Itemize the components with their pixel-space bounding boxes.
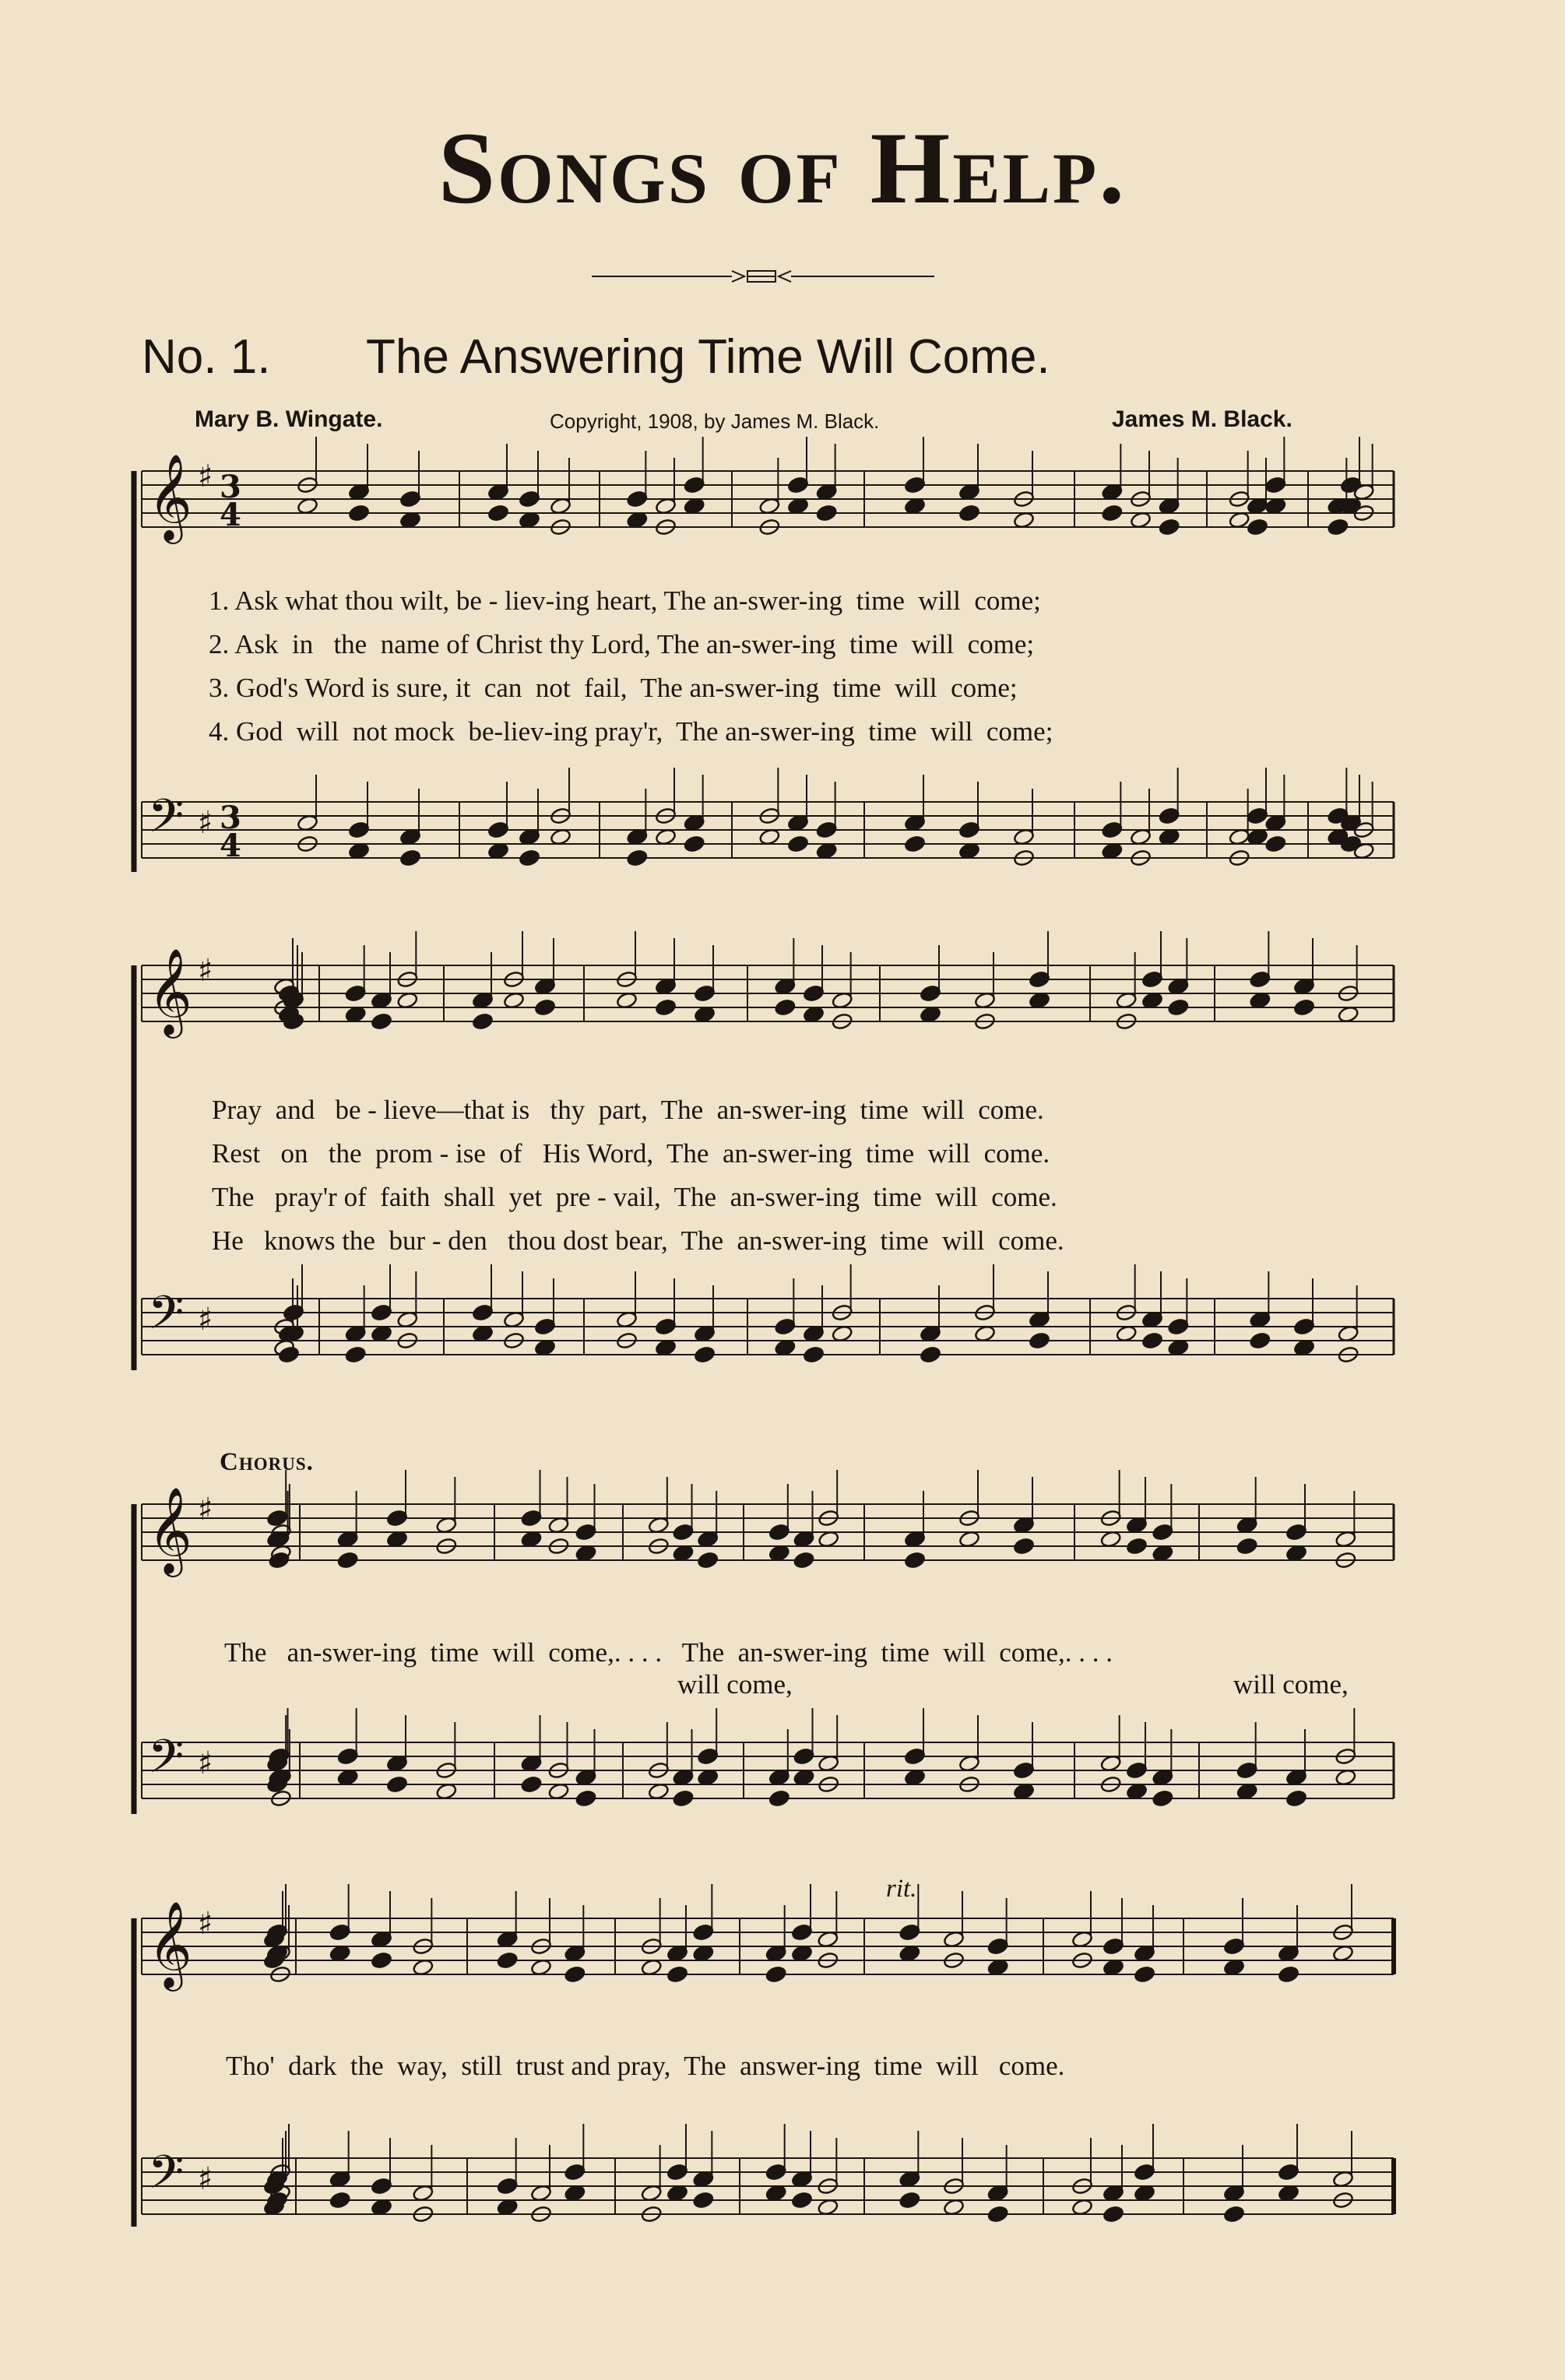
note-head — [958, 821, 980, 838]
ritardando-mark: rit. — [886, 1875, 917, 1903]
note-head — [1340, 476, 1362, 494]
note-head — [697, 1551, 719, 1569]
note-head — [899, 2191, 920, 2209]
sharp-sign-icon: ♯ — [198, 1745, 213, 1781]
note-head — [1247, 518, 1268, 536]
note-head — [386, 1775, 408, 1793]
note-head — [1278, 2163, 1299, 2181]
note-head — [787, 835, 809, 853]
note-head — [803, 984, 825, 1002]
note-head — [793, 1551, 814, 1569]
note-head — [1249, 1331, 1271, 1349]
chorus-echo-1: will come, — [677, 1669, 793, 1700]
note-head — [672, 1789, 694, 1807]
treble-clef-icon: 𝄞 — [148, 1486, 192, 1573]
note-head — [694, 984, 716, 1002]
note-head — [987, 2205, 1009, 2223]
note-head — [920, 1345, 941, 1363]
note-head — [904, 835, 926, 853]
note-head — [1141, 1331, 1163, 1349]
note-head — [672, 1523, 694, 1541]
note-head — [337, 1551, 359, 1569]
note-head — [920, 984, 941, 1002]
note-head — [768, 1523, 790, 1541]
note-head — [774, 998, 796, 1016]
note-head — [519, 490, 540, 508]
note-head — [345, 1345, 367, 1363]
note-head — [371, 2177, 392, 2195]
note-head — [904, 1747, 926, 1765]
treble-clef-icon: 𝄞 — [148, 453, 192, 540]
verse-2-line-1: 2. Ask in the name of Christ thy Lord, The an-swer-ing time will come; — [209, 629, 1035, 659]
note-head — [564, 1965, 586, 1983]
note-head — [1101, 821, 1123, 838]
bass-clef-icon: 𝄢 — [148, 2145, 185, 2210]
bass-clef-icon: 𝄢 — [148, 1729, 185, 1795]
note-head — [904, 1551, 926, 1569]
note-head — [803, 1345, 825, 1363]
sharp-sign-icon: ♯ — [198, 459, 213, 494]
note-head — [329, 1923, 351, 1941]
note-head — [348, 504, 370, 522]
note-head — [697, 1747, 719, 1765]
note-head — [472, 1303, 494, 1321]
verse-3-line-2: The pray'r of faith shall yet pre - vail, The an-swer-ing time will come. — [212, 1182, 1057, 1212]
note-head — [1264, 835, 1286, 853]
note-head — [1152, 1523, 1173, 1541]
note-head — [791, 1923, 813, 1941]
note-head — [1167, 998, 1189, 1016]
note-head — [1013, 1761, 1035, 1779]
bass-clef-icon: 𝄢 — [148, 1285, 185, 1351]
note-head — [666, 1965, 688, 1983]
note-head — [1264, 476, 1286, 494]
bass-clef-icon: 𝄢 — [148, 789, 185, 854]
note-head — [487, 504, 509, 522]
verse-3-line-1: 3. God's Word is sure, it can not fail, The an-swer-ing time will come; — [209, 673, 1018, 703]
note-head — [575, 1523, 596, 1541]
note-head — [348, 821, 370, 838]
note-head — [337, 1747, 359, 1765]
note-head — [816, 504, 838, 522]
note-head — [1126, 1761, 1148, 1779]
note-head — [816, 821, 838, 838]
note-head — [497, 1951, 519, 1969]
note-head — [399, 849, 421, 867]
note-head — [684, 476, 705, 494]
note-head — [371, 1012, 392, 1030]
treble-clef-icon: 𝄞 — [148, 1900, 192, 1988]
note-head — [1134, 1965, 1155, 1983]
sharp-sign-icon: ♯ — [198, 1906, 213, 1942]
sharp-sign-icon: ♯ — [198, 953, 213, 989]
note-head — [694, 1345, 716, 1363]
sharp-sign-icon: ♯ — [198, 1492, 213, 1527]
note-head — [472, 1012, 494, 1030]
note-head — [371, 1303, 392, 1321]
note-head — [564, 2163, 586, 2181]
note-head — [520, 1775, 542, 1793]
note-head — [765, 2163, 787, 2181]
note-head — [1223, 1937, 1245, 1955]
note-head — [345, 984, 367, 1002]
note-head — [1293, 1317, 1315, 1335]
composer-credit: James M. Black. — [1112, 406, 1292, 432]
copyright-notice: Copyright, 1908, by James M. Black. — [550, 410, 880, 433]
note-head — [1167, 1317, 1189, 1335]
note-head — [1101, 504, 1123, 522]
note-head — [626, 849, 648, 867]
note-head — [774, 1317, 796, 1335]
note-head — [1029, 1331, 1050, 1349]
note-head — [1159, 807, 1180, 824]
note-head — [1029, 970, 1050, 988]
note-head — [1103, 2205, 1124, 2223]
note-head — [1247, 807, 1268, 824]
note-head — [692, 1923, 714, 1941]
note-head — [283, 1303, 304, 1321]
note-head — [278, 1345, 300, 1363]
note-head — [266, 1509, 288, 1527]
note-head — [787, 476, 809, 494]
note-head — [1236, 1537, 1258, 1555]
note-head — [1159, 518, 1180, 536]
note-head — [1327, 518, 1349, 536]
note-head — [534, 998, 556, 1016]
lyricist-credit: Mary B. Wingate. — [195, 406, 383, 432]
note-head — [1236, 1761, 1258, 1779]
note-head — [655, 998, 677, 1016]
note-head — [768, 1789, 790, 1807]
note-head — [958, 504, 980, 522]
note-head — [1223, 2205, 1245, 2223]
chorus-label: Chorus. — [220, 1448, 314, 1476]
note-head — [371, 1951, 392, 1969]
note-head — [575, 1789, 596, 1807]
note-head — [692, 2191, 714, 2209]
treble-clef-icon: 𝄞 — [148, 947, 192, 1035]
note-head — [765, 1965, 787, 1983]
note-head — [399, 490, 421, 508]
sharp-sign-icon: ♯ — [198, 805, 213, 841]
verse-4-line-2: He knows the bur - den thou dost bear, The an-swer-ing time will come. — [212, 1225, 1064, 1256]
note-head — [1126, 1537, 1148, 1555]
note-head — [497, 2177, 519, 2195]
note-head — [987, 1937, 1009, 1955]
note-head — [1141, 970, 1163, 988]
note-head — [1285, 1523, 1307, 1541]
sharp-sign-icon: ♯ — [198, 2161, 213, 2197]
chorus-echo-2: will come, — [1233, 1669, 1349, 1700]
note-head — [904, 476, 926, 494]
note-head — [519, 849, 540, 867]
time-signature-top: 3 — [220, 469, 241, 505]
note-head — [1285, 1789, 1307, 1807]
note-head — [791, 2191, 813, 2209]
note-head — [684, 835, 705, 853]
sharp-sign-icon: ♯ — [198, 1302, 213, 1338]
time-signature-top: 3 — [220, 800, 241, 836]
note-head — [1013, 1537, 1035, 1555]
note-head — [1152, 1789, 1173, 1807]
note-head — [520, 1509, 542, 1527]
song-title: The Answering Time Will Come. — [366, 330, 1050, 384]
note-head — [626, 490, 648, 508]
note-head — [1249, 970, 1271, 988]
note-head — [899, 1923, 920, 1941]
chorus-line-1: The an-swer-ing time will come,. . . . The an-swer-ing time will come,. . . . — [224, 1637, 1113, 1668]
chorus-line-2: Tho' dark the way, still trust and pray, The answer-ing time will come. — [226, 2051, 1065, 2081]
song-number: No. 1. — [142, 330, 271, 384]
note-head — [1293, 998, 1315, 1016]
verse-1-line-1: 1. Ask what thou wilt, be - liev-ing heart, The an-swer-ing time will come; — [209, 585, 1041, 616]
note-head — [329, 2191, 351, 2209]
verse-4-line-1: 4. God will not mock be-liev-ing pray'r, The an-swer-ing time will come; — [209, 716, 1053, 747]
time-signature-bottom: 4 — [220, 828, 241, 864]
note-head — [487, 821, 509, 838]
note-head — [1103, 1937, 1124, 1955]
verse-1-line-2: Pray and be - lieve—that is thy part, The an-swer-ing time will come. — [212, 1095, 1044, 1125]
book-title: Songs of Help. — [438, 111, 1127, 225]
note-head — [666, 2163, 688, 2181]
note-head — [1134, 2163, 1155, 2181]
note-head — [655, 1317, 677, 1335]
note-head — [793, 1747, 814, 1765]
note-head — [386, 1509, 408, 1527]
verse-2-line-2: Rest on the prom - ise of His Word, The an-swer-ing time will come. — [212, 1138, 1050, 1169]
note-head — [1278, 1965, 1299, 1983]
time-signature-bottom: 4 — [220, 497, 241, 533]
note-head — [534, 1317, 556, 1335]
